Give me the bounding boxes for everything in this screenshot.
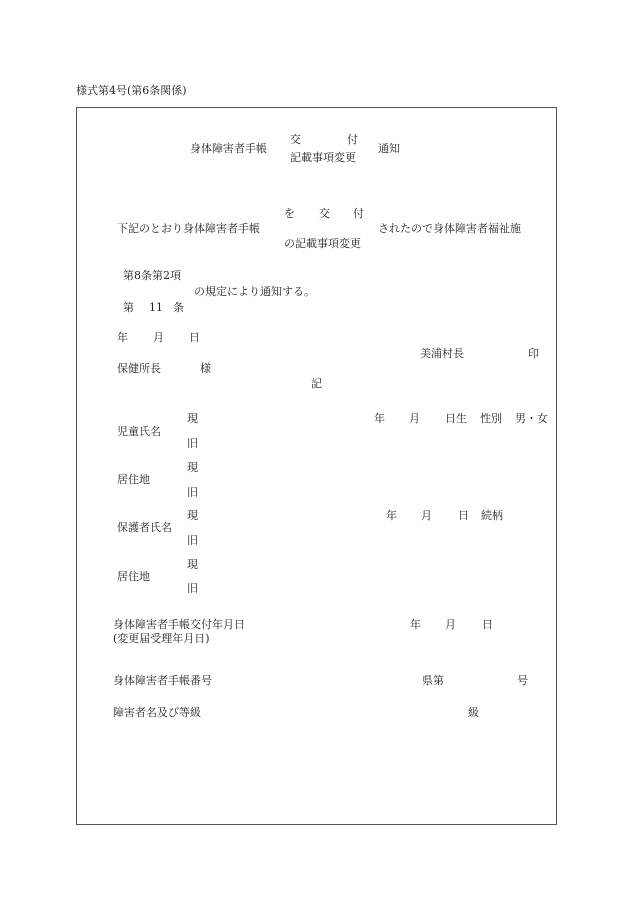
body-reference-tail: の規定により通知する。 <box>194 285 315 298</box>
child-name-former: 旧 <box>187 437 198 450</box>
child-name-month: 月 <box>409 412 420 425</box>
guardian-address-label: 居住地 <box>117 570 150 583</box>
title-subject: 身体障害者手帳 <box>190 142 267 155</box>
date-year: 年 <box>117 331 128 344</box>
child-name-birth: 日生 <box>445 412 467 425</box>
title-option-issue-right: 付 <box>347 133 358 146</box>
body-reference-option-1: 第8条第2項 <box>123 269 181 282</box>
guardian-name-current: 現 <box>187 509 198 522</box>
guardian-address-former: 旧 <box>187 582 198 595</box>
disability-suffix: 級 <box>468 706 479 719</box>
body-option-issue-left: 交 <box>319 207 330 220</box>
body-reference-option-2-jo: 条 <box>173 301 184 314</box>
child-name-current: 現 <box>187 412 198 425</box>
child-name-sex-options: 男・女 <box>515 412 548 425</box>
addressee-honorific: 様 <box>200 362 211 375</box>
body-reference-option-2-number: 11 <box>149 301 163 314</box>
date-month: 月 <box>153 331 164 344</box>
issue-date-label: 身体障害者手帳交付年月日 <box>113 618 245 631</box>
issue-date-sub-label: (変更届受理年月日) <box>113 632 210 645</box>
issue-date-year: 年 <box>410 618 421 631</box>
guardian-name-day: 日 <box>458 509 469 522</box>
ki-heading: 記 <box>311 377 322 390</box>
guardian-name-month: 月 <box>421 509 432 522</box>
child-address-current: 現 <box>187 461 198 474</box>
issuer-seal: 印 <box>528 347 539 360</box>
issue-date-month: 月 <box>445 618 456 631</box>
booklet-number-label: 身体障害者手帳番号 <box>113 674 212 687</box>
guardian-address-current: 現 <box>187 558 198 571</box>
title-option-issue-left: 交 <box>290 133 301 146</box>
date-day: 日 <box>189 331 200 344</box>
guardian-name-relation: 続柄 <box>481 509 503 522</box>
body-lead: 下記のとおり身体障害者手帳 <box>117 222 260 235</box>
body-option-change: の記載事項変更 <box>284 237 361 250</box>
child-address-former: 旧 <box>187 486 198 499</box>
issuer-name: 美浦村長 <box>420 347 464 360</box>
guardian-name-label: 保護者氏名 <box>117 521 172 534</box>
body-reference-option-2-dai: 第 <box>123 301 134 314</box>
body-option-wo: を <box>284 207 295 220</box>
child-name-label: 児童氏名 <box>117 425 161 438</box>
disability-label: 障害者名及び等級 <box>113 706 201 719</box>
addressee-label: 保健所長 <box>117 362 161 375</box>
child-name-year: 年 <box>374 412 385 425</box>
body-option-issue-right: 付 <box>353 207 364 220</box>
guardian-name-former: 旧 <box>187 534 198 547</box>
booklet-number-prefix: 県第 <box>422 674 444 687</box>
body-trail: されたので身体障害者福祉施 <box>378 222 521 235</box>
issue-date-day: 日 <box>482 618 493 631</box>
booklet-number-suffix: 号 <box>517 674 528 687</box>
child-name-sex-label: 性別 <box>480 412 502 425</box>
guardian-name-year: 年 <box>386 509 397 522</box>
title-tail: 通知 <box>378 142 400 155</box>
title-option-change: 記載事項変更 <box>290 151 356 164</box>
form-number: 様式第4号(第6条関係) <box>76 84 187 97</box>
child-address-label: 居住地 <box>117 473 150 486</box>
